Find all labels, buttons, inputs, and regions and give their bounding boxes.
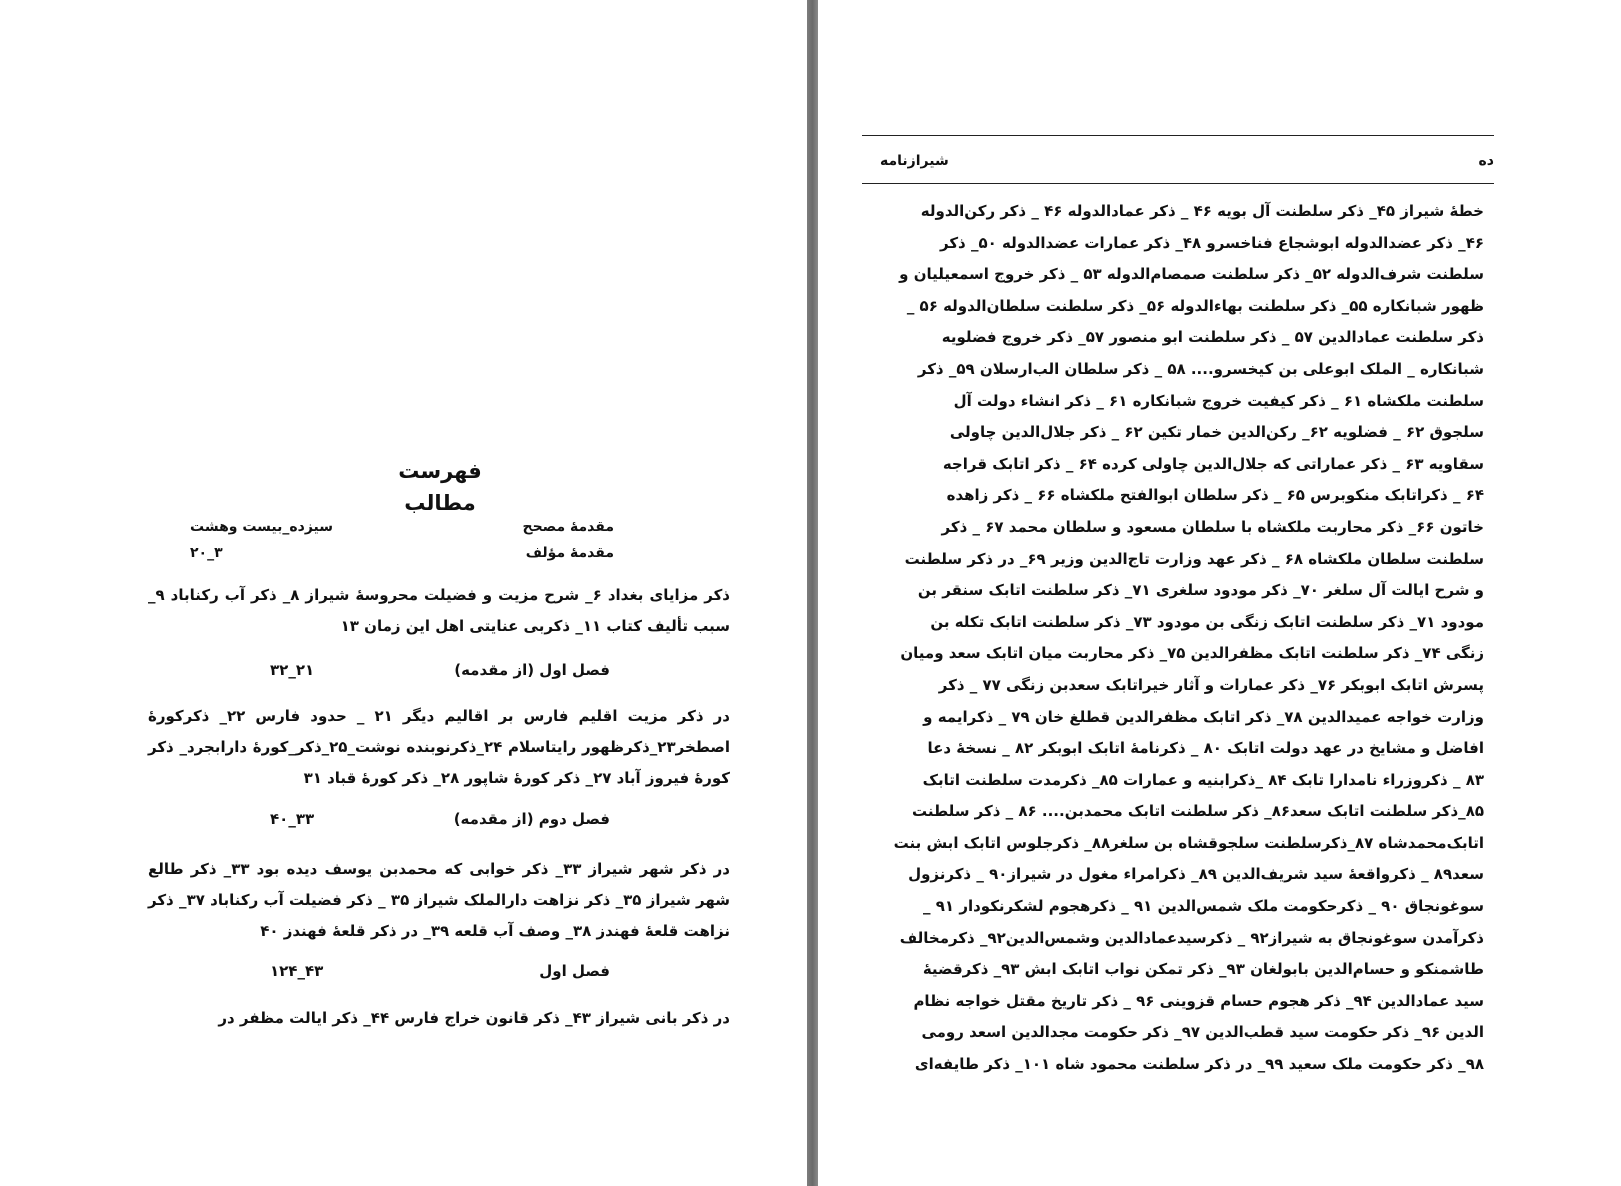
text-line: سعد۸۹ _ ذکرواقعهٔ سید شریف‌الدین ۸۹_ ذکرامراء مغول در شیراز۹۰ _ ذکرنزول	[908, 865, 1484, 884]
text-line: سقاویه ۶۳ _ ذکر عماراتی که جلال‌الدین چاولی کرده ۶۴ _ ذکر اتابک قراجه	[942, 454, 1484, 473]
book-gutter	[807, 0, 818, 1186]
running-title: شیرازنامه	[880, 153, 949, 169]
text-line: اتابک‌محمدشاه ۸۷_ذکرسلطنت سلجوقشاه بن سلغر۸۸_ ذکرجلوس اتابک ابش بنت	[893, 833, 1484, 852]
text-line: خطهٔ شیراز ۴۵_ ذکر سلطنت آل بویه ۴۶ _ ذکر عمادالدوله ۴۶ _ ذکر رکن‌الدوله	[920, 202, 1484, 220]
page-number: ده	[1478, 153, 1494, 169]
text-line: پسرش اتابک ابوبکر ۷۶_ ذکر عمارات و آثار خیراتابک سعدبن زنگی ۷۷ _ ذکر	[938, 675, 1484, 694]
text-line: زنگی ۷۴_ ذکر سلطنت اتابک مظفرالدین ۷۵_ ذکر محاربت میان اتابک سعد ومیان	[900, 644, 1484, 663]
text-line: طاشمنکو و حسام‌الدین بابولغان ۹۳_ ذکر تمکن نواب اتابک ابش ۹۳_ ذکرقضیهٔ	[922, 960, 1484, 979]
toc-label: مقدمهٔ مصحح	[522, 519, 614, 535]
section-heading-1	[270, 656, 610, 684]
toc-pages: ۳_۲۰	[190, 545, 223, 561]
section-paragraph-2: در ذکر شهر شیراز ۳۳_ ذکر خوابی که محمدبن یوسف دیده بود ۳۳_ ذکر طالع شهر شیراز ۳۵_ ذکر نزاهت دارالملک شیراز ۳۵ _ ذکر فضیلت آب رکناباد ۳۷_ ذکر نزاهت قلعهٔ فهندز ۳۸_ وصف آب قلعه ۳۹_ در ذکر قلعهٔ فهندز ۴۰	[148, 860, 730, 940]
text-line: ۸۵_ذکر سلطنت اتابک سعد۸۶_ ذکر سلطنت اتابک محمدبن.... ۸۶ _ ذکر سلطنت	[911, 802, 1484, 821]
section-pages: ۴۳_۱۲۴	[270, 962, 324, 980]
text-line: سلطنت سلطان ملکشاه ۶۸ _ ذکر عهد وزارت تاج‌الدین وزیر ۶۹_ در ذکر سلطنت	[904, 549, 1484, 568]
section-pages: ۳۳_۴۰	[270, 810, 315, 828]
text-line: سلطنت ملکشاه ۶۱ _ ذکر کیفیت خروج شبانکاره ۶۱ _ ذکر انشاء دولت آل	[953, 391, 1484, 410]
toc-row-author-intro	[190, 540, 614, 566]
toc-label: مقدمهٔ مؤلف	[525, 545, 614, 561]
text-line: ۹۸_ ذکر حکومت ملک سعید ۹۹_ در ذکر سلطنت محمود شاه ۱۰۱_ ذکر طایفه‌ای	[914, 1055, 1484, 1074]
text-line: و شرح ایالت آل سلغر ۷۰_ ذکر مودود سلغری ۷۱_ ذکر سلطنت اتابک سنقر بن	[917, 581, 1484, 600]
section-heading-3	[270, 957, 610, 985]
section-paragraph-3: در ذکر بانی شیراز ۴۳_ ذکر قانون خراج فارس ۴۴_ ذکر ایالت مظفر در	[218, 1009, 730, 1027]
text-line: ذکر سلطنت عمادالدین ۵۷ _ ذکر سلطنت ابو منصور ۵۷_ ذکر خروج فضلویه	[941, 328, 1484, 347]
section-paragraph-1: در ذکر مزیت اقلیم فارس بر اقالیم دیگر ۲۱ _ حدود فارس ۲۲_ ذکرکورهٔ اصطخر۲۳_ذکرظهور رایتاسلام ۲۴_ذکرنوبنده نوشت_۲۵_ذکر_کورهٔ دارابجرد_ ذکر کورهٔ فیروز آباد ۲۷_ ذکر کورهٔ شاپور ۲۸_ ذکر کورهٔ قباد ۳۱	[148, 707, 730, 787]
text-line: سید عمادالدین ۹۴_ ذکر هجوم حسام قزوینی ۹۶ _ ذکر تاریخ مقتل خواجه نظام	[913, 991, 1484, 1010]
section-label: فصل اول	[539, 962, 610, 980]
header-rule-top	[862, 135, 1494, 136]
section-label: فصل دوم (از مقدمه)	[453, 810, 610, 828]
header-rule-bottom	[862, 183, 1494, 184]
text-line: شبانکاره _ الملک ابوعلی بن کیخسرو.... ۵۸ _ ذکر سلطان الب‌ارسلان ۵۹_ ذکر	[917, 359, 1484, 378]
text-line: ظهور شبانکاره ۵۵_ ذکر سلطنت بهاءالدوله ۵۶_ ذکر سلطنت سلطان‌الدوله ۵۶ _	[906, 296, 1484, 315]
text-line: مودود ۷۱_ ذکر سلطنت اتابک زنگی بن مودود ۷۳_ ذکر سلطنت اتابک تکله بن	[930, 612, 1484, 631]
text-line: افاضل و مشایخ در عهد دولت اتابک ۸۰ _ ذکرنامهٔ اتابک ابوبکر ۸۲ _ نسخهٔ دعا	[927, 739, 1484, 758]
text-line: ذکرآمدن سوغونجاق به شیراز۹۲ _ ذکرسیدعمادالدین وشمس‌الدین۹۲_ ذکرمخالف	[899, 928, 1484, 947]
text-line: ۸۳ _ ذکروزراء نامدارا تابک ۸۴ _ذکرابنیه و عمارات ۸۵_ ذکرمدت سلطنت اتابک	[922, 770, 1484, 789]
left-page	[0, 0, 807, 1186]
body-text	[892, 196, 1484, 1096]
section-pages: ۲۱_۳۲	[270, 661, 315, 679]
intro-paragraph: ذکر مزایای بغداد ۶_ شرح مزیت و فضیلت محروسهٔ شیراز ۸_ ذکر آب رکناباد ۹_ سبب تألیف کتاب ۱۱_ ذکربی عنایتی اهل این زمان ۱۳	[148, 586, 730, 635]
toc-row-editor-intro	[190, 514, 614, 540]
text-line: وزارت خواجه عمیدالدین ۷۸_ ذکر اتابک مظفرالدین قطلغ خان ۷۹ _ ذکرایمه و	[923, 707, 1484, 726]
text-line: خاتون ۶۶_ ذکر محاربت ملکشاه با سلطان مسعود و سلطان محمد ۶۷ _ ذکر	[941, 517, 1484, 536]
page-title: فهرست مطالب	[398, 459, 482, 515]
text-line: سلطنت شرف‌الدوله ۵۲_ ذکر سلطنت صمصام‌الدوله ۵۳ _ ذکر خروج اسمعیلیان و	[899, 265, 1484, 284]
section-heading-2	[270, 805, 610, 833]
text-line: ۶۴ _ ذکراتابک منکوبرس ۶۵ _ ذکر سلطان ابوالفتح ملکشاه ۶۶ _ ذکر زاهده	[946, 486, 1484, 505]
text-line: سوغونجاق ۹۰ _ ذکرحکومت ملک شمس‌الدین ۹۱ _ ذکرهجوم لشکرنکودار ۹۱ _	[923, 897, 1484, 916]
text-line: ۴۶_ ذکر عضدالدوله ابوشجاع فناخسرو ۴۸_ ذکر عمارات عضدالدوله ۵۰_ ذکر	[939, 233, 1484, 252]
text-line: سلجوق ۶۲ _ فضلویه ۶۲_ رکن‌الدین خمار تکین ۶۲ _ ذکر جلال‌الدین چاولی	[949, 423, 1484, 442]
text-line: الدین ۹۶_ ذکر حکومت سید قطب‌الدین ۹۷_ ذکر حکومت مجدالدین اسعد رومی	[921, 1023, 1484, 1042]
toc-pages: سیزده_بیست وهشت	[190, 519, 334, 535]
section-label: فصل اول (از مقدمه)	[454, 661, 610, 679]
